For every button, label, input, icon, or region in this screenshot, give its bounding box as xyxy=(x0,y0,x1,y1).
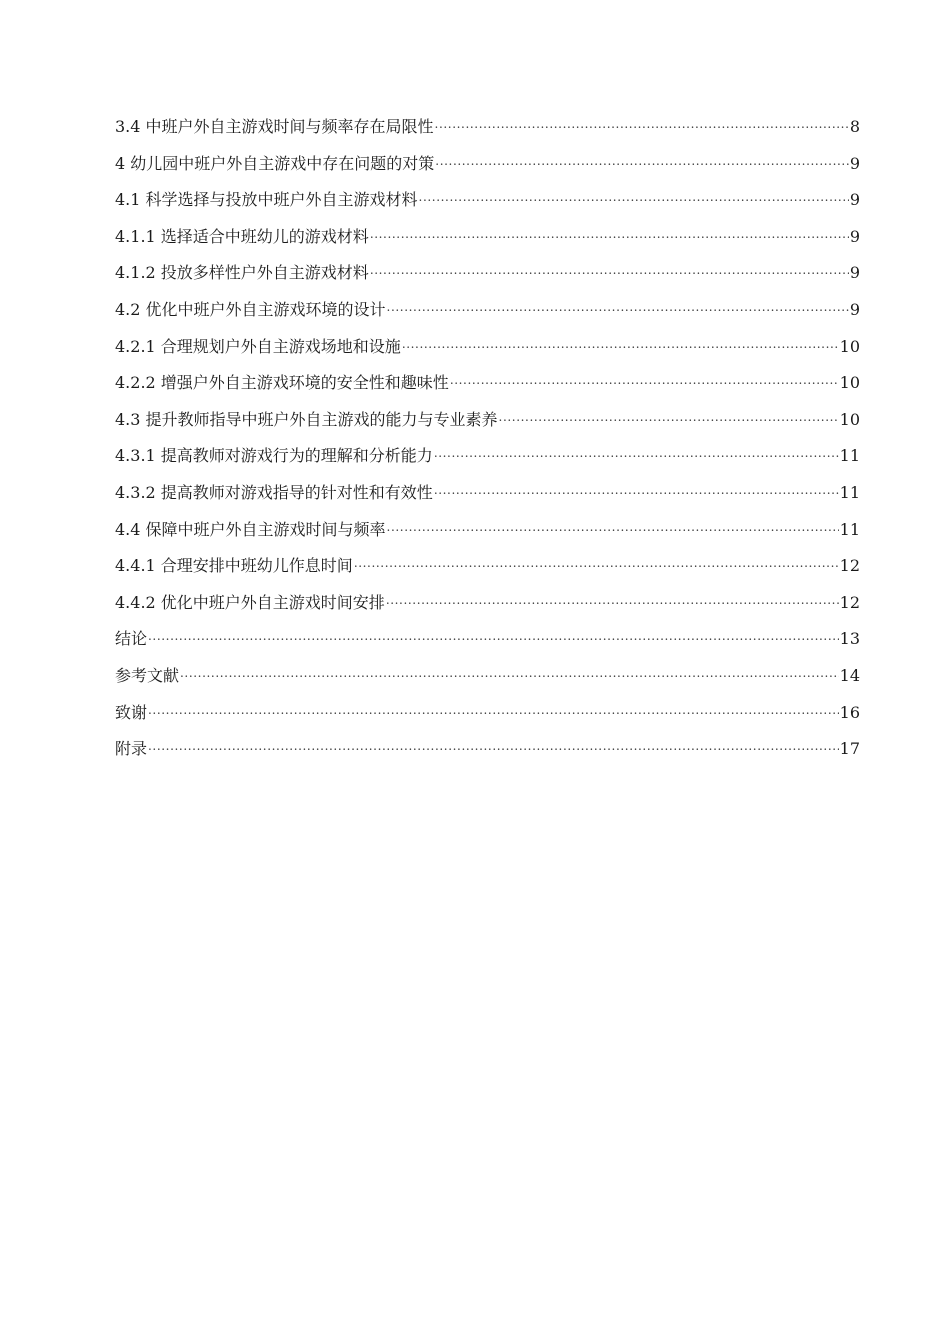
toc-entry-page: 10 xyxy=(839,336,860,356)
toc-dot-leader xyxy=(450,368,839,388)
toc-dot-leader xyxy=(180,661,839,681)
toc-dot-leader xyxy=(434,478,839,498)
toc-entry-title: 4.1.2 投放多样性户外自主游戏材料 xyxy=(115,263,369,283)
toc-entry[interactable] xyxy=(115,332,860,369)
toc-dot-leader xyxy=(387,295,849,315)
toc-dot-leader xyxy=(499,405,839,425)
toc-dot-leader xyxy=(419,185,849,205)
toc-entry-page: 16 xyxy=(839,702,860,722)
toc-entry-page: 17 xyxy=(839,739,860,759)
toc-entry-page: 14 xyxy=(839,665,860,685)
toc-entry-title: 4.4 保障中班户外自主游戏时间与频率 xyxy=(115,519,386,539)
toc-entry-title: 4.2.1 合理规划户外自主游戏场地和设施 xyxy=(115,336,401,356)
toc-entry-title: 4.1 科学选择与投放中班户外自主游戏材料 xyxy=(115,190,418,210)
toc-dot-leader xyxy=(354,551,839,571)
toc-entry-title: 4.3.2 提高教师对游戏指导的针对性和有效性 xyxy=(115,482,433,502)
toc-entry[interactable] xyxy=(115,588,860,625)
toc-entry-title: 3.4 中班户外自主游戏时间与频率存在局限性 xyxy=(115,117,434,136)
toc-entry-title: 结论 xyxy=(115,629,148,649)
toc-entry-title: 4.1.1 选择适合中班幼儿的游戏材料 xyxy=(115,226,369,246)
toc-dot-leader xyxy=(370,222,849,242)
toc-entry-page: 11 xyxy=(839,482,860,502)
toc-dot-leader xyxy=(434,441,839,461)
toc-entry-page: 9 xyxy=(849,190,860,210)
toc-entry[interactable] xyxy=(115,661,860,698)
toc-entry[interactable] xyxy=(115,222,860,259)
toc-entry-title: 4.3 提升教师指导中班户外自主游戏的能力与专业素养 xyxy=(115,409,498,429)
toc-entry-page: 11 xyxy=(839,519,860,539)
toc-entry-page: 8 xyxy=(849,117,860,136)
toc-entry[interactable] xyxy=(115,551,860,588)
toc-entry-title: 4.4.2 优化中班户外自主游戏时间安排 xyxy=(115,592,385,612)
toc-entry-page: 9 xyxy=(849,263,860,283)
toc-dot-leader xyxy=(402,332,839,352)
toc-entry[interactable] xyxy=(115,295,860,332)
toc-entry-title: 附录 xyxy=(115,739,148,759)
toc-entry-page: 10 xyxy=(839,409,860,429)
toc-entry[interactable] xyxy=(115,441,860,478)
toc-entry[interactable] xyxy=(115,368,860,405)
toc-entry-title: 参考文献 xyxy=(115,665,180,685)
toc-entry[interactable] xyxy=(115,698,860,735)
toc-dot-leader xyxy=(148,624,839,644)
toc-entry[interactable] xyxy=(115,185,860,222)
toc-entry-page: 13 xyxy=(839,629,860,649)
toc-dot-leader xyxy=(370,258,849,278)
toc-entry-page: 9 xyxy=(849,226,860,246)
toc-entry-title: 4.3.1 提高教师对游戏行为的理解和分析能力 xyxy=(115,446,433,466)
toc-entry[interactable] xyxy=(115,515,860,552)
toc-entry-page: 12 xyxy=(839,592,860,612)
toc-entry[interactable] xyxy=(115,405,860,442)
toc-dot-leader xyxy=(435,112,849,132)
toc-dot-leader xyxy=(148,698,839,718)
toc-dot-leader xyxy=(435,149,849,169)
toc-entry-page: 11 xyxy=(839,446,860,466)
toc-dot-leader xyxy=(148,734,839,754)
toc-entry-page: 9 xyxy=(849,153,860,173)
toc-entry-page: 10 xyxy=(839,373,860,393)
toc-entry[interactable] xyxy=(115,624,860,661)
toc-entry[interactable] xyxy=(115,112,860,149)
toc-dot-leader xyxy=(386,588,839,608)
toc-entry-title: 4.2.2 增强户外自主游戏环境的安全性和趣味性 xyxy=(115,373,449,393)
toc-entry[interactable] xyxy=(115,149,860,186)
toc-entry-title: 4.4.1 合理安排中班幼儿作息时间 xyxy=(115,556,353,576)
toc-entry[interactable] xyxy=(115,258,860,295)
toc-entry[interactable] xyxy=(115,734,860,771)
toc-entry-page: 9 xyxy=(849,299,860,319)
toc-entry-title: 致谢 xyxy=(115,702,148,722)
toc-dot-leader xyxy=(387,515,839,535)
toc-entry-title: 4 幼儿园中班户外自主游戏中存在问题的对策 xyxy=(115,153,435,173)
toc-entry-page: 12 xyxy=(839,556,860,576)
toc-entry[interactable] xyxy=(115,478,860,515)
toc-entry-title: 4.2 优化中班户外自主游戏环境的设计 xyxy=(115,299,386,319)
table-of-contents xyxy=(115,112,860,771)
